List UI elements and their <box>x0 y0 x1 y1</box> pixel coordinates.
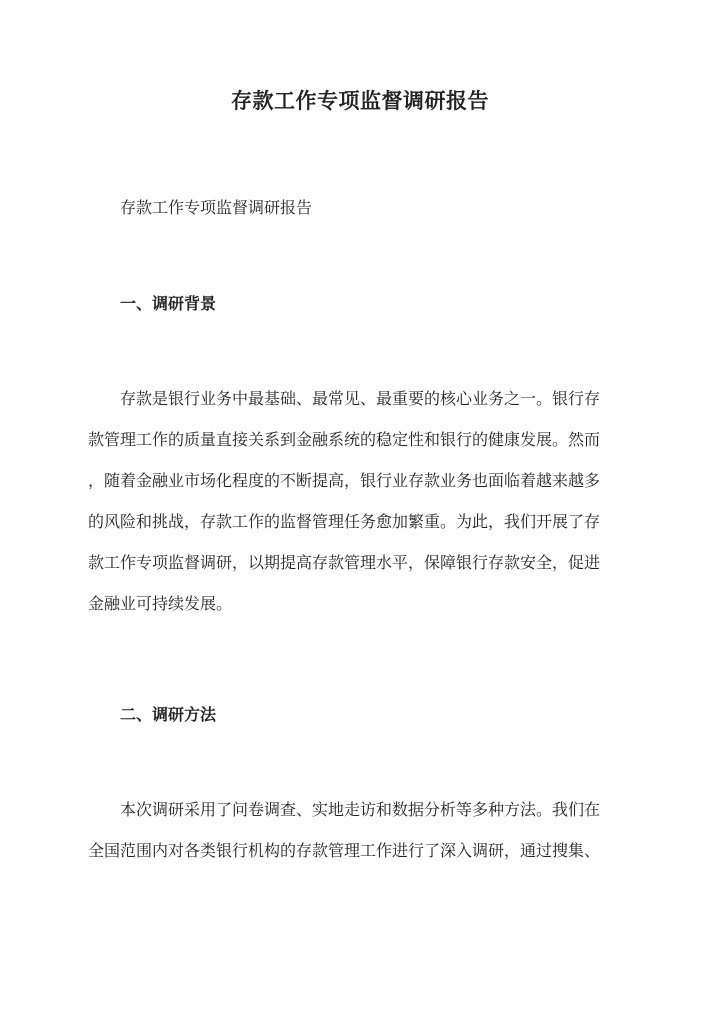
section-heading-method: 二、调研方法 <box>120 705 217 724</box>
section-heading-background: 一、调研背景 <box>120 294 217 313</box>
paragraph-line: 全国范围内对各类银行机构的存款管理工作进行了深入调研，通过搜集、 <box>88 841 601 860</box>
document-subtitle: 存款工作专项监督调研报告 <box>120 198 313 217</box>
paragraph-line: 款管理工作的质量直接关系到金融系统的稳定性和银行的健康发展。然而 <box>88 430 601 449</box>
paragraph-line: 本次调研采用了问卷调查、实地走访和数据分析等多种方法。我们在 <box>120 800 601 819</box>
document-title: 存款工作专项监督调研报告 <box>231 88 489 113</box>
paragraph-line: 存款是银行业务中最基础、最常见、最重要的核心业务之一。银行存 <box>120 389 601 408</box>
paragraph-line: 金融业可持续发展。 <box>88 594 233 613</box>
paragraph-line: 的风险和挑战，存款工作的监督管理任务愈加繁重。为此，我们开展了存 <box>88 512 601 531</box>
paragraph-line: 款工作专项监督调研，以期提高存款管理水平，保障银行存款安全，促进 <box>88 553 601 572</box>
paragraph-background <box>88 378 633 624</box>
paragraph-line: ，随着金融业市场化程度的不断提高，银行业存款业务也面临着越来越多 <box>88 471 601 490</box>
paragraph-method <box>88 789 633 871</box>
